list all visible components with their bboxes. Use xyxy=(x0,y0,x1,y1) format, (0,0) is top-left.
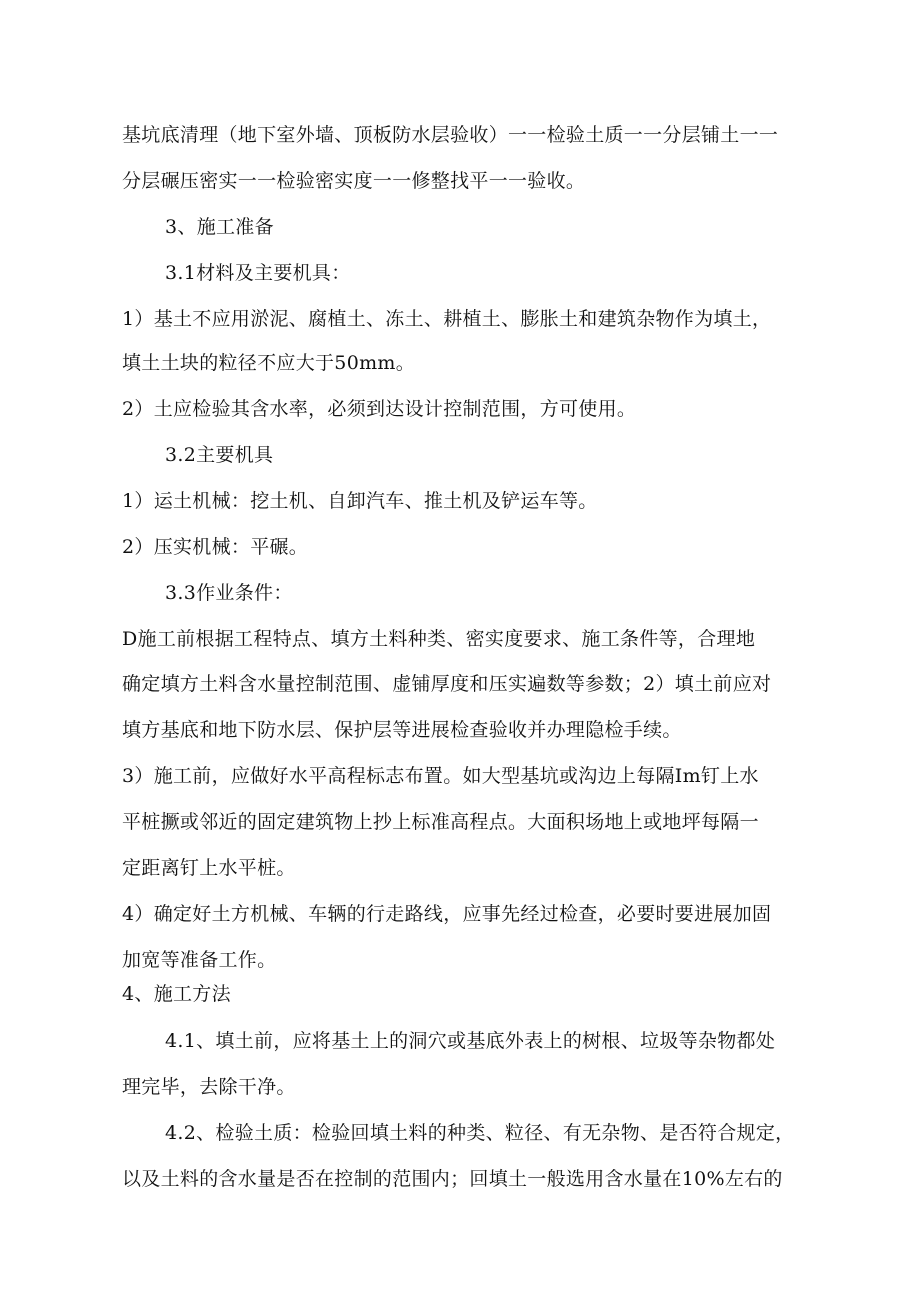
text-line: 4.1、填土前，应将基土上的洞穴或基底外表上的树根、垃圾等杂物都处 xyxy=(165,1030,776,1052)
text-line: 基坑底清理（地下室外墙、顶板防水层验收）一一检验土质一一分层铺土一一 xyxy=(122,124,779,146)
text-line: 1）基土不应用淤泥、腐植土、冻土、耕植土、膨胀土和建筑杂物作为填土， xyxy=(122,308,772,330)
text-line: 理完毕，去除干净。 xyxy=(122,1076,296,1098)
text-line: 填方基底和地下防水层、保护层等进展检查验收并办理隐检手续。 xyxy=(122,719,682,741)
text-line: 以及土料的含水量是否在控制的范围内；回填土一般选用含水量在10%左右的 xyxy=(122,1168,783,1190)
text-line: D施工前根据工程特点、填方土料种类、密实度要求、施工条件等，合理地 xyxy=(122,628,756,650)
text-line: 2）压实机械：平碾。 xyxy=(122,536,309,558)
text-line: 填土土块的粒径不应大于50mm。 xyxy=(122,352,416,374)
section-heading: 4、施工方法 xyxy=(122,983,231,1005)
text-line: 3）施工前，应做好水平高程标志布置。如大型基坑或沟边上每隔Im钉上水 xyxy=(122,765,759,787)
text-line: 定距离钉上水平桩。 xyxy=(122,857,296,879)
section-heading: 3、施工准备 xyxy=(165,216,274,238)
text-line: 分层碾压密实一一检验密实度一一修整找平一一验收。 xyxy=(122,170,586,192)
text-line: 2）土应检验其含水率，必须到达设计控制范围，方可使用。 xyxy=(122,398,637,420)
text-line: 平桩撅或邻近的固定建筑物上抄上标准高程点。大面积场地上或地坪每隔一 xyxy=(122,811,759,833)
text-line: 确定填方土料含水量控制范围、虚铺厚度和压实遍数等参数；2）填土前应对 xyxy=(122,673,772,695)
text-line: 4.2、检验土质：检验回填土料的种类、粒径、有无杂物、是否符合规定， xyxy=(165,1122,795,1144)
subsection-heading: 3.1材料及主要机具： xyxy=(165,262,351,284)
text-line: 4）确定好土方机械、车辆的行走路线，应事先经过检查，必要时要进展加固 xyxy=(122,903,772,925)
text-line: 加宽等准备工作。 xyxy=(122,949,277,971)
subsection-heading: 3.2主要机具 xyxy=(165,444,274,466)
text-line: 1）运土机械：挖土机、自卸汽车、推土机及铲运车等。 xyxy=(122,490,598,512)
subsection-heading: 3.3作业条件： xyxy=(165,582,293,604)
